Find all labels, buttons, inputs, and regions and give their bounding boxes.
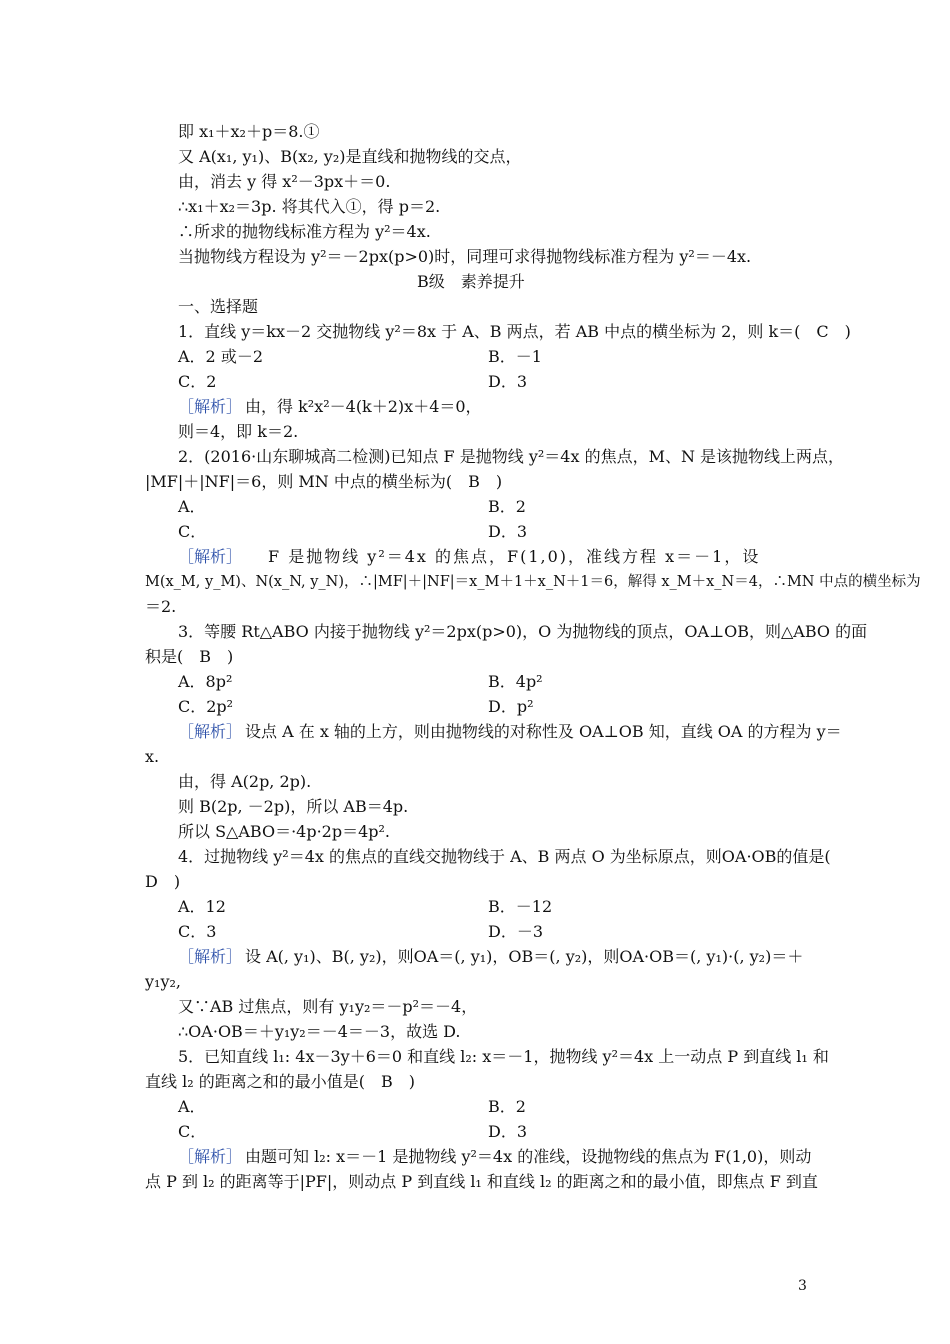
option-c: C．2p² [178, 697, 234, 716]
question-1: 1．直线 y＝kx－2 交抛物线 y²＝8x 于 A、B 两点，若 AB 中点的横坐标为 2，则 k＝( C ) [178, 322, 851, 341]
text-line: 由，得 A(2p, 2p). [178, 772, 312, 791]
section-heading: B级 素养提升 [417, 272, 525, 291]
option-d: D．p² [488, 697, 534, 716]
option-c: C． [178, 522, 207, 541]
text-line: 即 x₁＋x₂＋p＝8.① [178, 122, 320, 141]
text-line: 由，消去 y 得 x²－3px＋＝0. [178, 172, 391, 191]
option-d: D．3 [488, 1122, 528, 1141]
text-line: ∴所求的抛物线标准方程为 y²＝4x. [178, 222, 431, 241]
question-4: 4．过抛物线 y²＝4x 的焦点的直线交抛物线于 A、B 两点 O 为坐标原点，则OA·OB的值是( [178, 847, 831, 866]
text-line: y₁y₂, [145, 972, 181, 991]
text-line: 设点 A 在 x 轴的上方，则由抛物线的对称性及 OA⊥OB 知，直线 OA 的方程为 y＝ [245, 722, 842, 741]
option-a: A．8p² [178, 672, 233, 691]
option-b: B．2 [488, 497, 526, 516]
analysis-tag: ［解析］ [178, 947, 243, 966]
analysis-tag: ［解析］ [178, 547, 243, 566]
text-line: ∴OA·OB＝＋y₁y₂＝－4＝－3，故选 D. [178, 1022, 461, 1041]
text-line: D ) [145, 872, 181, 891]
option-a: A．12 [178, 897, 226, 916]
text-line: 所以 S△ABO＝·4p·2p＝4p². [178, 822, 391, 841]
analysis-tag: ［解析］ [178, 722, 243, 741]
option-c: C．2 [178, 372, 217, 391]
section-subheading: 一、选择题 [178, 297, 259, 316]
option-b: B．4p² [488, 672, 543, 691]
text-line: 由题可知 l₂: x＝－1 是抛物线 y²＝4x 的准线，设抛物线的焦点为 F(1,0)，则动 [245, 1147, 812, 1166]
text-line: 设 A(, y₁)、B(, y₂)，则OA＝(, y₁)，OB＝(, y₂)，则OA·OB＝(, y₁)·(, y₂)＝＋ [245, 947, 804, 966]
text-line: 当抛物线方程设为 y²＝－2px(p>0)时，同理可求得抛物线标准方程为 y²＝－4x. [178, 247, 752, 266]
page-number: 3 [798, 1278, 807, 1294]
option-d: D．－3 [488, 922, 544, 941]
option-b: B．－12 [488, 897, 553, 916]
option-d: D．3 [488, 372, 528, 391]
text-line: 直线 l₂ 的距离之和的最小值是( B ) [145, 1072, 415, 1091]
text-line: 积是( B ) [145, 647, 234, 666]
text-line: ∴x₁＋x₂＝3p. 将其代入①，得 p＝2. [178, 197, 441, 216]
text-line: 又 A(x₁, y₁)、B(x₂, y₂)是直线和抛物线的交点， [178, 147, 522, 166]
option-a: A．2 或－2 [178, 347, 264, 366]
text-line: 又∵AB 过焦点，则有 y₁y₂＝－p²＝－4， [178, 997, 478, 1016]
option-a: A． [178, 497, 206, 516]
analysis-tag: ［解析］ [178, 1147, 243, 1166]
option-b: B．－1 [488, 347, 542, 366]
question-5: 5．已知直线 l₁: 4x－3y＋6＝0 和直线 l₂: x＝－1，抛物线 y²＝4x 上一动点 P 到直线 l₁ 和 [178, 1047, 829, 1066]
text-line: |MF|＋|NF|＝6，则 MN 中点的横坐标为( B ) [145, 472, 503, 491]
text-line: x. [145, 747, 160, 766]
question-2: 2．(2016·山东聊城高二检测)已知点 F 是抛物线 y²＝4x 的焦点，M、N 是该抛物线上两点， [178, 447, 845, 466]
text-line: 由，得 k²x²－4(k＋2)x＋4＝0， [245, 397, 482, 416]
text-line: M(x_M, y_M)、N(x_N, y_N)，∴|MF|＋|NF|＝x_M＋1＋x_N＋1＝6，解得 x_M＋x_N＝4，∴MN 中点的横坐标为 [145, 574, 921, 590]
question-3: 3．等腰 Rt△ABO 内接于抛物线 y²＝2px(p>0)，O 为抛物线的顶点，OA⊥OB，则△ABO 的面 [178, 622, 868, 641]
text-line: F 是抛物线 y²＝4x 的焦点，F(1,0)，准线方程 x＝－1，设 [268, 547, 761, 566]
text-line: 则＝4，即 k＝2. [178, 422, 299, 441]
text-line: 点 P 到 l₂ 的距离等于|PF|，则动点 P 到直线 l₁ 和直线 l₂ 的距离之和的最小值，即焦点 F 到直 [145, 1172, 818, 1191]
option-d: D．3 [488, 522, 528, 541]
text-line: ＝2. [145, 597, 177, 616]
analysis-tag: ［解析］ [178, 397, 243, 416]
option-c: C． [178, 1122, 207, 1141]
option-b: B．2 [488, 1097, 526, 1116]
option-a: A． [178, 1097, 206, 1116]
option-c: C．3 [178, 922, 217, 941]
text-line: 则 B(2p, －2p)，所以 AB＝4p. [178, 797, 409, 816]
